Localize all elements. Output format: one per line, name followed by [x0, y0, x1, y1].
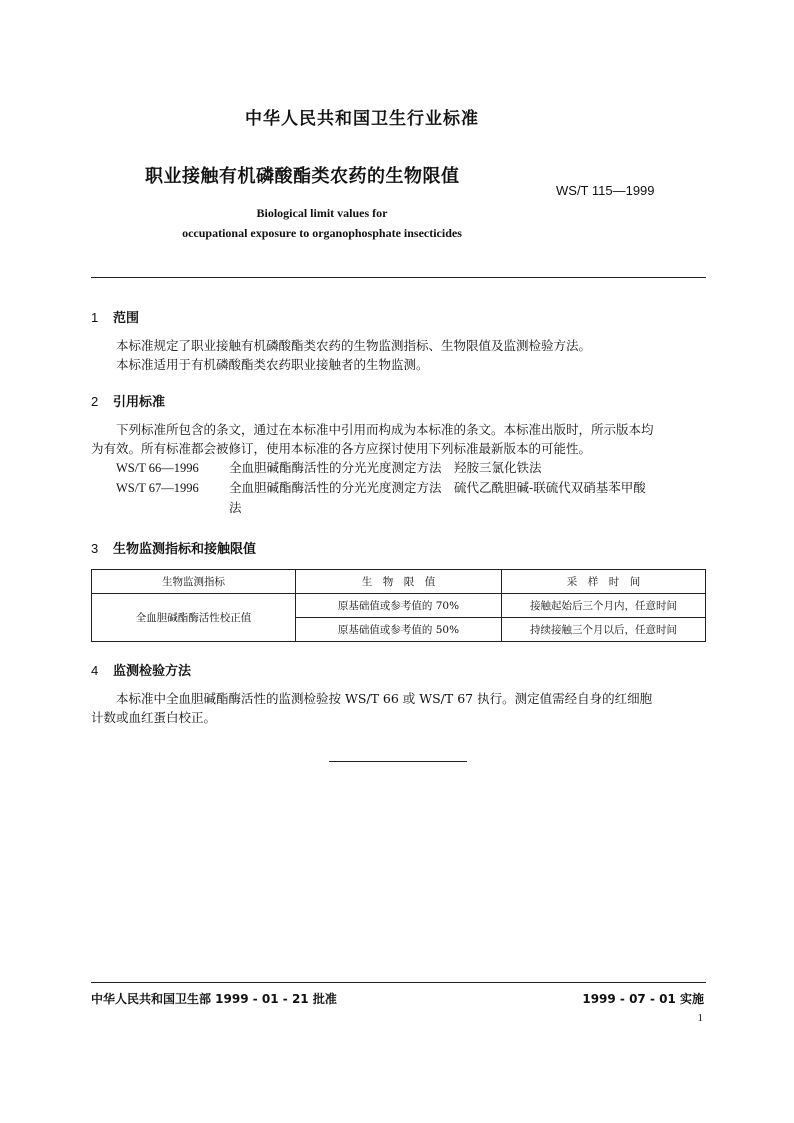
indicator-cell: 全血胆碱酯酶活性校正值 [92, 594, 296, 642]
section-3-heading: 3 生物监测指标和接触限值 [91, 541, 257, 557]
reference-title: 全血胆碱酯酶活性的分光光度测定方法 硫代乙酰胆碱-联硫代双硝基苯甲酸 [229, 480, 646, 495]
section-4-paragraph-line1: 本标准中全血胆碱酯酶活性的监测检验按 WS/T 66 或 WS/T 67 执行。测定值需经自身的红细胞 [116, 691, 653, 706]
column-header-limit: 生 物 限 值 [296, 570, 502, 594]
table-header-row [92, 570, 706, 594]
footer-divider [91, 982, 706, 983]
section-4-heading: 4 监测检验方法 [91, 663, 192, 679]
document-title: 职业接触有机磷酸酯类农药的生物限值 [145, 166, 460, 187]
section-2-heading: 2 引用标准 [91, 394, 166, 410]
section-4-paragraph-line2: 计数或血红蛋白校正。 [91, 710, 217, 725]
column-header-sampling-time: 采 样 时 间 [502, 570, 706, 594]
reference-title-continuation: 法 [229, 500, 242, 515]
section-1-heading: 1 范围 [91, 310, 140, 326]
reference-code: WS/T 66—1996 [116, 461, 199, 475]
approval-date: 中华人民共和国卫生部 1999 - 01 - 21 批准 [91, 992, 337, 1006]
header-divider [91, 277, 706, 278]
reference-title: 全血胆碱酯酶活性的分光光度测定方法 羟胺三氯化铁法 [229, 460, 542, 475]
table-row [92, 594, 706, 618]
section-2-paragraph-line2: 为有效。所有标准都会被修订，使用本标准的各方应探讨使用下列标准最新版本的可能性。 [91, 441, 592, 456]
section-4-body [91, 689, 711, 727]
reference-item [91, 478, 711, 498]
sampling-time-cell: 接触起始后三个月内，任意时间 [502, 594, 706, 618]
standard-code: WS/T 115—1999 [556, 183, 655, 198]
reference-item [91, 458, 711, 478]
section-2-paragraph-line1: 下列标准所包含的条文，通过在本标准中引用而构成为本标准的条文。本标准出版时，所示版本均 [116, 422, 654, 437]
end-of-text-divider [329, 761, 467, 762]
limit-cell: 原基础值或参考值的 70% [296, 594, 502, 618]
sampling-time-cell: 持续接触三个月以后，任意时间 [502, 618, 706, 642]
issuing-authority: 中华人民共和国卫生行业标准 [245, 109, 479, 129]
section-1-paragraph-2: 本标准适用于有机磷酸酯类农药职业接触者的生物监测。 [116, 357, 429, 372]
reference-code: WS/T 67—1996 [116, 481, 199, 495]
implementation-date: 1999 - 07 - 01 实施 [582, 992, 704, 1006]
section-2-body [91, 420, 711, 517]
english-title-line1: Biological limit values for [256, 206, 388, 220]
section-1-paragraph-1: 本标准规定了职业接触有机磷酸酯类农药的生物监测指标、生物限值及监测检验方法。 [116, 338, 592, 353]
limit-cell: 原基础值或参考值的 50% [296, 618, 502, 642]
page-number: 1 [697, 1012, 703, 1024]
section-1-body [91, 336, 711, 374]
english-title-line2: occupational exposure to organophosphate insecticides [182, 226, 462, 240]
biological-limits-table [91, 569, 706, 642]
column-header-indicator: 生物监测指标 [92, 570, 296, 594]
